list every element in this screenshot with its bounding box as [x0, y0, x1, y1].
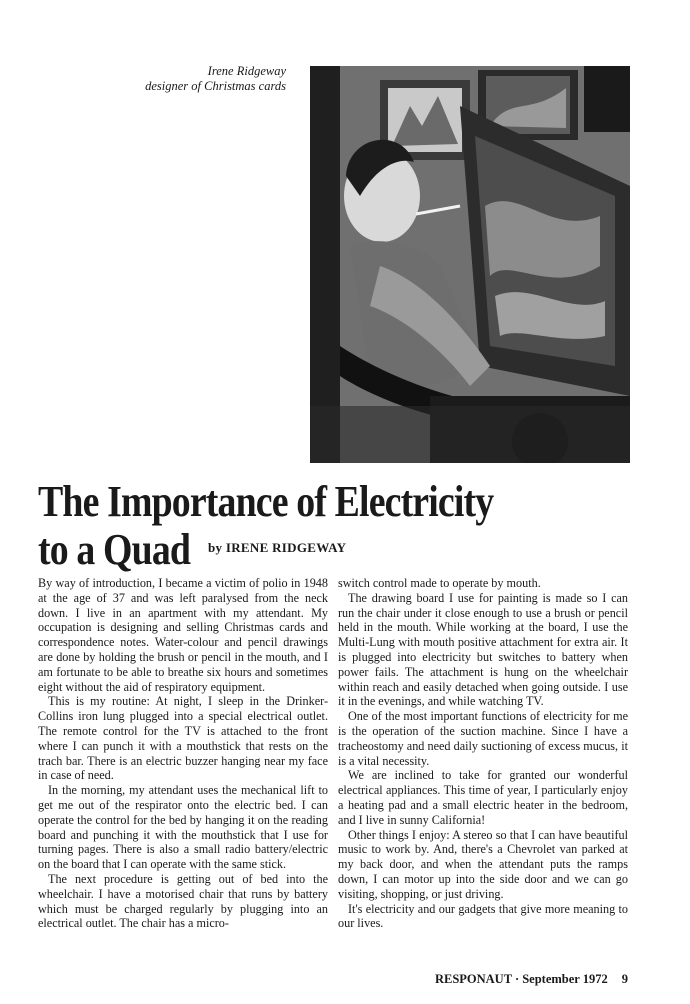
- photo-illustration: [310, 66, 630, 463]
- left-paragraph-3: In the morning, my attendant uses the mechanical lift to get me out of the respirator onto the electric bed. I can operate the control for the bed by hanging it on the reading board and punching it with the mouthstick that I use for turning pages. There is also a small radio battery/electric on the board that I can operate with the same stick.: [38, 783, 328, 872]
- photo-caption: [120, 64, 286, 94]
- right-paragraph-5: Other things I enjoy: A stereo so that I can have beautiful music to work by. And, there's a Chevrolet van parked at my back door, and when the attendant puts the ramps down, I can motor up into the side door and we can go visiting, shopping, or just driving.: [338, 827, 628, 901]
- footer-date: September 1972: [522, 972, 608, 986]
- left-column: [38, 576, 328, 931]
- left-paragraph-1: By way of introduction, I became a victim of polio in 1948 at the age of 37 and was left paralysed from the neck down. I live in an apartment with my attendant. My occupation is designing and selling Christmas cards and correspondence notes. Water-colour and pencil drawings are done by holding the brush or pencil in the mouth, and I am fortunate to be able to breathe six hours and sometimes eight without the aid of respiratory equipment.: [38, 576, 328, 694]
- right-paragraph-4: We are inclined to take for granted our wonderful electrical appliances. This time of year, I particularly enjoy a heating pad and a small electric heater in the bedroom, and I live in sunny California!: [338, 768, 628, 827]
- article-title: [38, 478, 493, 574]
- title-line-2: to a Quad: [38, 525, 191, 574]
- page-footer: [428, 972, 628, 987]
- right-column: [338, 576, 628, 931]
- right-paragraph-1: switch control made to operate by mouth.: [338, 576, 541, 590]
- caption-role: designer of Christmas cards: [145, 79, 286, 93]
- footer-publication: RESPONAUT: [434, 972, 513, 986]
- right-paragraph-3: One of the most important functions of electricity for me is the operation of the suction machine. Since I have a tracheostomy and need daily suctioning of excess mucus, it is a vital necessity.: [338, 709, 628, 768]
- right-paragraph-6: It's electricity and our gadgets that give more meaning to our lives.: [338, 901, 628, 931]
- byline: by IRENE RIDGEWAY: [208, 540, 347, 555]
- right-paragraph-2: The drawing board I use for painting is made so I can run the chair under it close enough to use a brush or pencil held in the mouth. While working at the board, I use the Multi-Lung with mouth positive attachment for extra air. It is plugged into electricity but switches to battery when power fails. The attachment is hung on the wheelchair within reach and easily detached when going outside. I use it in the evenings, and while watching TV.: [338, 590, 628, 709]
- title-line-1: The Importance of Electricity: [38, 477, 494, 526]
- left-paragraph-4: The next procedure is getting out of bed into the wheelchair. I have a motorised chair that runs by battery which must be charged regularly by plugging into an electrical outlet. The chair has a micro-: [38, 871, 328, 931]
- footer-separator: ·: [515, 972, 520, 986]
- article-photo: [310, 66, 630, 463]
- page-number: 9: [621, 972, 628, 986]
- caption-name: Irene Ridgeway: [207, 64, 286, 78]
- left-paragraph-2: This is my routine: At night, I sleep in the Drinker-Collins iron lung plugged into a special electrical outlet. The remote control for the TV is attached to the front where I can punch it with a mouthstick that rests on the trach bar. There is an electric buzzer hanging near my face in case of need.: [38, 694, 328, 783]
